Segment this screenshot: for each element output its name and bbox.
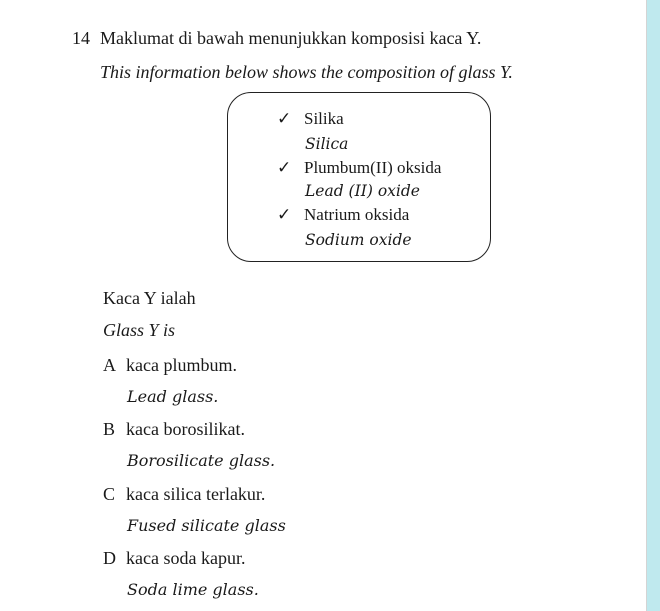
option-a-letter: A [103,355,116,375]
composition-item-3-english: Sodium oxide [305,231,412,249]
prompt-english: Glass Y is [103,320,176,340]
option-b-english: Borosilicate glass. [127,451,276,470]
composition-item-1-english: Silica [305,135,349,153]
check-icon: ✓ [277,205,292,224]
option-d-letter: D [103,548,116,568]
check-icon: ✓ [277,158,292,177]
option-d-malay: kaca soda kapur. [126,548,246,568]
composition-item-3-malay: Natrium oksida [304,205,410,224]
check-icon: ✓ [277,109,292,128]
option-c-malay: kaca silica terlakur. [126,484,266,504]
composition-item-2-malay: Plumbum(II) oksida [304,158,442,177]
question-number: 14 [72,28,90,48]
composition-item-1-malay: Silika [304,109,344,128]
option-a-english: Lead glass. [127,387,219,406]
option-a-malay: kaca plumbum. [126,355,237,375]
question-stem-english: This information below shows the composition of glass Y. [100,62,513,82]
option-b-malay: kaca borosilikat. [126,419,245,439]
question-stem-malay: Maklumat di bawah menunjukkan komposisi kaca Y. [100,28,482,48]
option-c-letter: C [103,484,116,504]
prompt-malay: Kaca Y ialah [103,288,196,308]
option-d-english: Soda lime glass. [127,580,259,599]
option-c-english: Fused silicate glass [127,516,286,535]
composition-item-2-english: Lead (II) oxide [305,182,420,200]
option-b-letter: B [103,419,116,439]
side-strip [647,0,660,611]
